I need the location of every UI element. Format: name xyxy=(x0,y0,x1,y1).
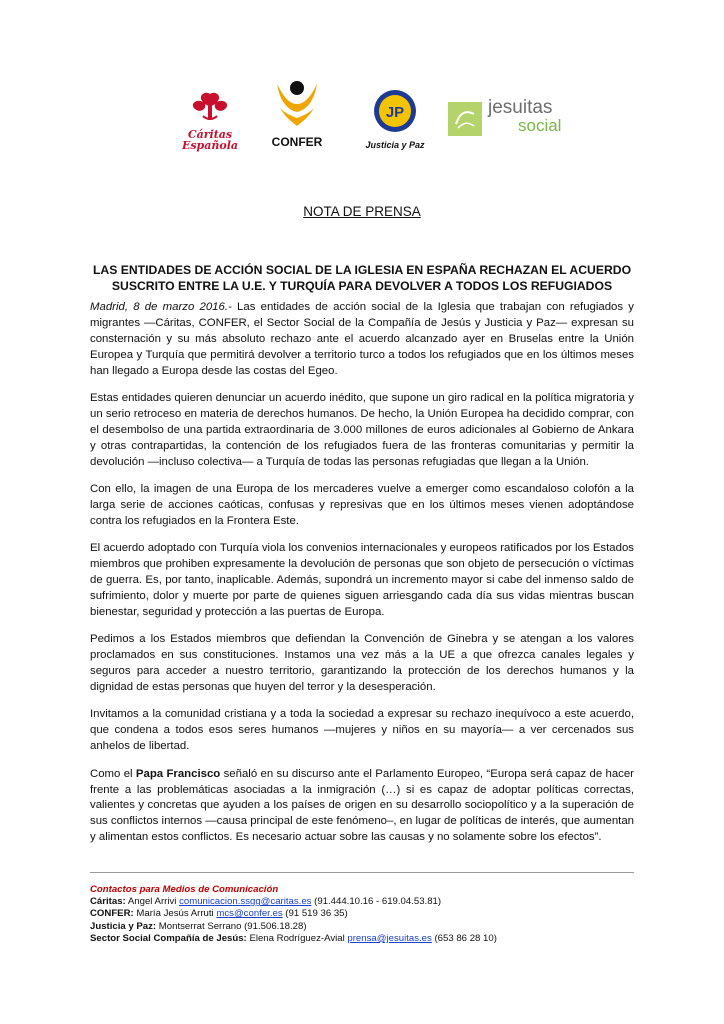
contact-name: Montserrat Serrano (91.506.18.28) xyxy=(158,920,307,932)
contact-name: Elena Rodríguez-Avial xyxy=(249,932,345,944)
justicia-paz-badge-icon xyxy=(372,88,418,134)
caritas-logo xyxy=(170,92,250,154)
caritas-line2: Española xyxy=(181,139,239,152)
jesuitas-square-icon xyxy=(448,102,482,136)
confer-label: CONFER xyxy=(271,135,323,149)
justicia-paz-logo xyxy=(355,88,435,152)
contact-justicia-paz xyxy=(90,921,650,933)
contact-confer xyxy=(90,908,650,920)
confer-emblem-icon xyxy=(272,78,322,130)
contact-email-link[interactable]: mcs@confer.es xyxy=(216,908,283,920)
paragraph-2: Estas entidades quieren denunciar un acuerdo inédito, que supone un giro radical en la política migratoria y un serio retroceso en materia de derechos humanos. De hecho, la Unión Europea ha decidido comprar, con el desembolso de una partida extraordinaria de 3.000 millones de euros adicionales al Gobierno de Ankara y otras contrapartidas, la contención de los refugiados fuera de las fronteras comunitarias y permitir la devolución —incluso colectiva— a Turquía de todas las personas refugiadas que llegan a la Unión. xyxy=(90,392,634,468)
confer-logo xyxy=(262,78,332,150)
contact-phone: (91 519 36 35) xyxy=(285,908,348,920)
contact-sector-social xyxy=(90,933,650,945)
contact-label: Cáritas: xyxy=(90,896,126,908)
logo-bar xyxy=(0,78,724,158)
contact-label: Justicia y Paz: xyxy=(90,920,157,932)
jesuitas-word2: social xyxy=(518,116,562,135)
contact-phone: (91.444.10.16 - 619.04.53.81) xyxy=(314,896,442,908)
caritas-cross-icon xyxy=(187,92,233,122)
contact-email-link[interactable]: comunicacion.ssgg@caritas.es xyxy=(179,896,312,908)
jp-label: Justicia y Paz xyxy=(365,140,425,150)
contact-label: CONFER: xyxy=(90,908,134,920)
press-release-body xyxy=(90,300,634,858)
document-type-title: NOTA DE PRENSA xyxy=(303,204,421,219)
paragraph-6: Invitamos a la comunidad cristiana y a toda la sociedad a expresar su rechazo inequívoco a este acuerdo, que condena a todos esos seres humanos —mujeres y niños en su mayoría— a ver cercenados sus anhelos de libertad. xyxy=(90,708,634,753)
caritas-line1: Cáritas xyxy=(187,128,233,141)
contact-label: Sector Social Compañía de Jesús: xyxy=(90,932,247,944)
paragraph-1 xyxy=(90,300,634,380)
jp-initials: JP xyxy=(385,104,405,121)
paragraph-4: El acuerdo adoptado con Turquía viola los convenios internacionales y europeos ratificados por los Estados miembros que prohiben expresamente la devolución de personas que son objeto de persecución o víctimas de guerra. Es, por tanto, inaplicable. Además, supondrá un incremento mayor si cabe del inmenso saldo de sufrimiento, dolor y muerte por parte de quienes siguen arriesgando cada día sus vidas mientras buscan bienestar, seguridad y protección a las puertas de Europa. xyxy=(90,542,634,618)
paragraph-1-text: Las entidades de acción social de la Iglesia que trabajan con refugiados y migrantes —Cáritas, CONFER, el Sector Social de la Compañía de Jesús y Justicia y Paz— expresan su consternación y su más absoluto rechazo ante el acuerdo alcanzado ayer en Bruselas entre la Unión Europea y Turquía que permitirá devolver a territorio turco a todos los refugiados que en los últimos meses han llegado a Europa desde las costas del Egeo. xyxy=(90,301,635,377)
contact-caritas xyxy=(90,896,650,908)
contact-phone: (653 86 28 10) xyxy=(434,932,497,944)
paragraph-5: Pedimos a los Estados miembros que defiendan la Convención de Ginebra y se atengan a los valores proclamados en sus constituciones. Instamos una vez más a la UE a que ofrezca canales legales y seguros para acceder a nuestro territorio, garantizando la protección de los derechos humanos y la dignidad de estas personas que huyen del terror y la desesperación. xyxy=(90,633,634,694)
paragraph-3: Con ello, la imagen de una Europa de los mercaderes vuelve a emerger como escandaloso colofón a la larga serie de acciones caóticas, confusas y represivas que en los últimos meses vienen adoptándose contra los refugiados en la Frontera Este. xyxy=(90,483,634,527)
contacts-header: Contactos para Medios de Comunicación xyxy=(90,884,279,895)
jesuitas-social-logo xyxy=(448,97,588,148)
press-release-headline: LAS ENTIDADES DE ACCIÓN SOCIAL DE LA IGLESIA EN ESPAÑA RECHAZAN EL ACUERDO SUSCRITO ENTRE LA U.E. Y TURQUÍA PARA DEVOLVER A TODOS LOS REFUGIADOS xyxy=(92,263,632,293)
jesuitas-word1: jesuitas xyxy=(488,97,553,118)
contacts-divider xyxy=(90,872,634,873)
contact-name: María Jesús Arruti xyxy=(136,908,214,920)
media-contacts xyxy=(90,884,650,945)
paragraph-7-intro: Como el xyxy=(90,767,133,780)
dateline: Madrid, 8 de marzo 2016.- xyxy=(90,301,232,313)
paragraph-7 xyxy=(90,767,634,847)
contact-name: Angel Arrivi xyxy=(127,896,177,908)
contact-email-link[interactable]: prensa@jesuitas.es xyxy=(347,932,432,944)
paragraph-7-text: señaló en su discurso ante el Parlamento Europeo, “Europa será capaz de hacer frente a las problemáticas asociadas a la inmigración (…) si es capaz de adoptar políticas correctas, valientes y concretas que ayuden a los países de origen en su desarrollo sociopolítico y a la superación de sus conflictos internos —causa principal de este fenómeno–, en lugar de políticas de interés, que aumentan y alimentan estos conflictos. Es necesario actuar sobre las causas y no solamente sobre los efectos”. xyxy=(90,767,634,844)
pope-name: Papa Francisco xyxy=(135,767,221,780)
